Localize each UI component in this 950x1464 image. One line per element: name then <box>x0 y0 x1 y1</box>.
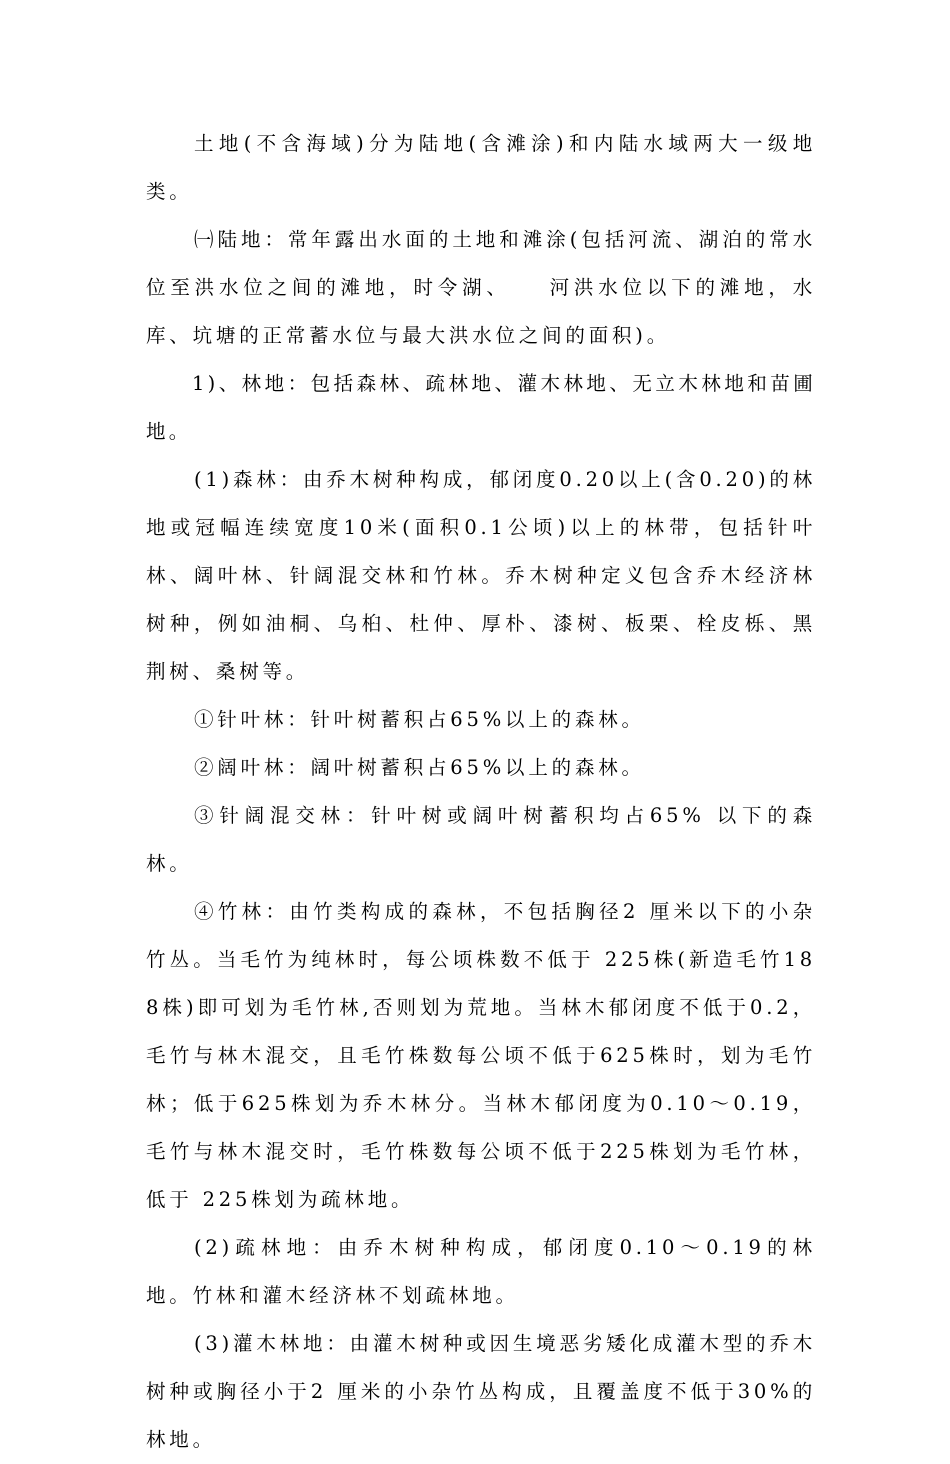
paragraph-broadleaf-forest: ②阔叶林：阔叶树蓄积占65%以上的森林。 <box>194 756 645 779</box>
paragraph-land-classification: 土地(不含海域)分为陆地(含滩涂)和内陆水域两大一级地类。 <box>146 132 816 203</box>
document-body <box>146 120 816 1464</box>
paragraph-forest-land: 1)、林地：包括森林、疏林地、灌木林地、无立木林地和苗圃地。 <box>146 372 816 443</box>
paragraph-bamboo-forest: ④竹林：由竹类构成的森林，不包括胸径2 厘米以下的小杂竹丛。当毛竹为纯林时，每公顷株数不低于 225株(新造毛竹188株)即可划为毛竹林,否则划为荒地。当林木郁闭度不低于0.2，毛竹与林木混交，且毛竹株数每公顷不低于625株时，划为毛竹林；低于625株划为乔木林分。当林木郁闭度为0.10～0.19，毛竹与林木混交时，毛竹株数每公顷不低于225株划为毛竹林，低于 225株划为疏林地。 <box>146 900 816 1211</box>
paragraph-land-definition: ㈠陆地：常年露出水面的土地和滩涂(包括河流、湖泊的常水位至洪水位之间的滩地，时令湖、 河洪水位以下的滩地，水库、坑塘的正常蓄水位与最大洪水位之间的面积)。 <box>146 228 816 347</box>
paragraph-shrub-land: (3)灌木林地：由灌木树种或因生境恶劣矮化成灌木型的乔木树种或胸径小于2 厘米的小杂竹丛构成，且覆盖度不低于30%的林地。 <box>146 1332 816 1451</box>
paragraph-sparse-forest: (2)疏林地：由乔木树种构成，郁闭度0.10～0.19的林地。竹林和灌木经济林不划疏林地。 <box>146 1236 816 1307</box>
paragraph-forest: (1)森林：由乔木树种构成，郁闭度0.20以上(含0.20)的林地或冠幅连续宽度10米(面积0.1公顷)以上的林带，包括针叶林、阔叶林、针阔混交林和竹林。乔木树种定义包含乔木经济林树种，例如油桐、乌桕、杜仲、厚朴、漆树、板栗、栓皮栎、黑荆树、桑树等。 <box>146 468 816 683</box>
paragraph-mixed-forest: ③针阔混交林：针叶树或阔叶树蓄积均占65% 以下的森林。 <box>146 804 816 875</box>
paragraph-coniferous-forest: ①针叶林：针叶树蓄积占65%以上的森林。 <box>194 708 645 731</box>
